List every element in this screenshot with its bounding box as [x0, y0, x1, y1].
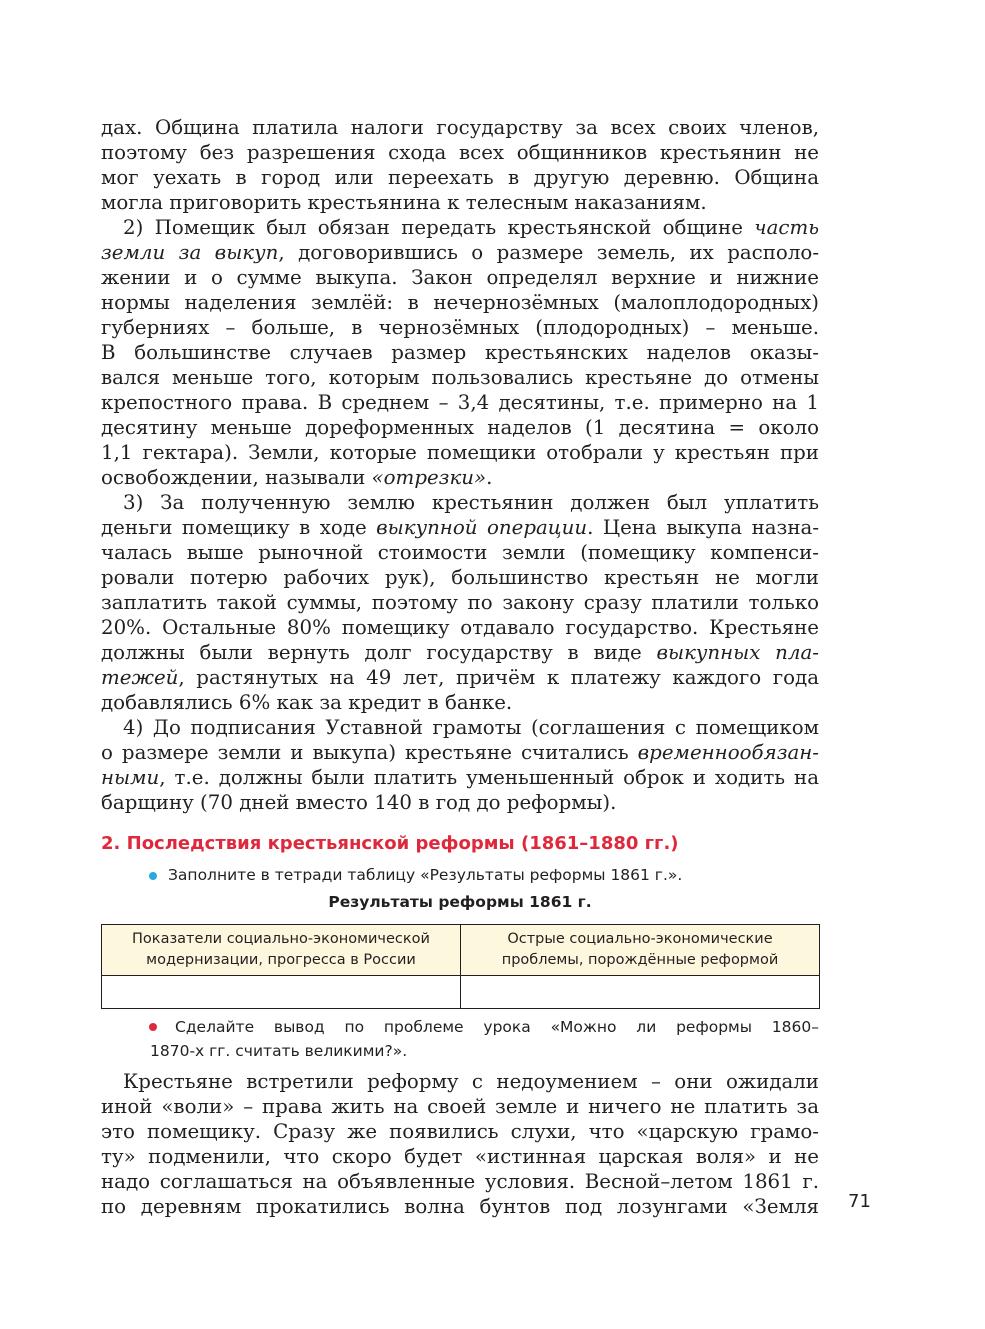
- results-table: [101, 924, 820, 1009]
- text-line: 4) До подписания Уставной грамоты (соглашения с помещиком: [123, 716, 819, 739]
- text-line: 1,1 гектара). Земли, которые помещики отобрали у крестьян при: [101, 441, 819, 464]
- task-fill-table: Заполните в тетради таблицу «Результаты реформы 1861 г.».: [168, 866, 683, 884]
- header-text: Показатели социально-экономической: [132, 931, 430, 947]
- text-line: крепостного права. В среднем – 3,4 десятины, т.е. примерно на 1: [101, 391, 819, 414]
- page-number: 71: [848, 1191, 871, 1212]
- text-line: вался меньше того, которым пользовались крестьяне до отмены: [101, 366, 819, 389]
- text-line: десятину меньше дореформенных наделов (1 десятина = около: [101, 416, 819, 439]
- bullet-icon: [149, 872, 157, 880]
- text-line: добавлялись 6% как за кредит в банке.: [101, 691, 513, 714]
- text-line: Крестьяне встретили реформу с недоумением – они ожидали: [123, 1070, 819, 1093]
- table-header-cell: [102, 925, 461, 976]
- text-line: мог уехать в город или переехать в другую деревню. Община: [101, 166, 819, 189]
- text-line: могла приговорить крестьянина к телесным наказаниям.: [101, 191, 707, 214]
- task-conclusion-cont: 1870-х гг. считать великими?».: [150, 1042, 408, 1060]
- text-line: иной «воли» – права жить на своей земле и ничего не платить за: [101, 1095, 819, 1118]
- text-line: должны были вернуть долг государству в виде выкупных пла-: [101, 641, 819, 664]
- text-line: по деревням прокатились волна бунтов под лозунгами «Земля: [101, 1195, 819, 1218]
- table-header-row: [102, 925, 820, 976]
- text-line: жении и о сумме выкупа. Закон определял верхние и нижние: [101, 266, 819, 289]
- term-italic: тежей: [101, 666, 179, 689]
- term-italic: ными: [101, 766, 160, 789]
- term-italic: временнообязан-: [637, 741, 819, 764]
- paragraph-block-bottom: [101, 1069, 819, 1219]
- table-caption: Результаты реформы 1861 г.: [328, 893, 592, 911]
- text-line: 2) Помещик был обязан передать крестьянской общине часть: [123, 216, 819, 239]
- task-conclusion: [175, 1016, 819, 1038]
- table-cell: [461, 976, 820, 1009]
- paragraph-block-top: [101, 115, 819, 815]
- text-line: барщину (70 дней вместо 140 в год до реформы).: [101, 791, 617, 814]
- table-row: [102, 976, 820, 1009]
- header-text: Острые социально-экономические: [507, 931, 773, 947]
- term-italic: часть: [754, 216, 819, 239]
- text-line: ровали потерю рабочих рук), большинство крестьян не могли: [101, 566, 819, 589]
- section-heading: 2. Последствия крестьянской реформы (1861–1880 гг.): [101, 833, 679, 854]
- text-line: тежей, растянутых на 49 лет, причём к платежу каждого года: [101, 666, 819, 689]
- task-text-line: Сделайте вывод по проблеме урока «Можно ли реформы 1860–: [175, 1018, 819, 1036]
- term-italic: выкупной операции: [376, 516, 588, 539]
- text-line: губерниях – больше, в чернозёмных (плодородных) – меньше.: [101, 316, 819, 339]
- text-line: дах. Община платила налоги государству за всех своих членов,: [101, 116, 819, 139]
- term-italic: выкупных пла-: [656, 641, 819, 664]
- text-line: это помещику. Сразу же появились слухи, что «царскую грамо-: [101, 1120, 819, 1143]
- header-text: проблемы, порождённые реформой: [501, 952, 779, 968]
- header-text: модернизации, прогресса в России: [146, 952, 416, 968]
- text-line: надо соглашаться на объявленные условия. Весной–летом 1861 г.: [101, 1170, 819, 1193]
- text-line: деньги помещику в ходе выкупной операции. Цена выкупа назна-: [101, 516, 819, 539]
- text-line: заплатить такой суммы, поэтому по закону сразу платили только: [101, 591, 819, 614]
- text-line: чалась выше рыночной стоимости земли (помещику компенси-: [101, 541, 819, 564]
- text-line: нормы наделения землёй: в нечернозёмных (малоплодородных): [101, 291, 819, 314]
- bullet-icon: [149, 1023, 157, 1031]
- text-line: 3) За полученную землю крестьянин должен был уплатить: [123, 491, 819, 514]
- table-header-cell: [461, 925, 820, 976]
- text-line: поэтому без разрешения схода всех общинников крестьянин не: [101, 141, 819, 164]
- text-line: ту» подменили, что скоро будет «истинная царская воля» и не: [101, 1145, 819, 1168]
- text-line: ными, т.е. должны были платить уменьшенный оброк и ходить на: [101, 766, 819, 789]
- text-line: земли за выкуп, договорившись о размере земель, их располо-: [101, 241, 819, 264]
- text-line: В большинстве случаев размер крестьянских наделов оказы-: [101, 341, 819, 364]
- term-italic: «отрезки»: [371, 466, 487, 489]
- table-cell: [102, 976, 461, 1009]
- text-line: 20%. Остальные 80% помещику отдавало государство. Крестьяне: [101, 616, 819, 639]
- text-line: о размере земли и выкупа) крестьяне считались временнообязан-: [101, 741, 819, 764]
- term-italic: земли за выкуп: [101, 241, 279, 264]
- text-line: освобождении, называли «отрезки».: [101, 466, 493, 489]
